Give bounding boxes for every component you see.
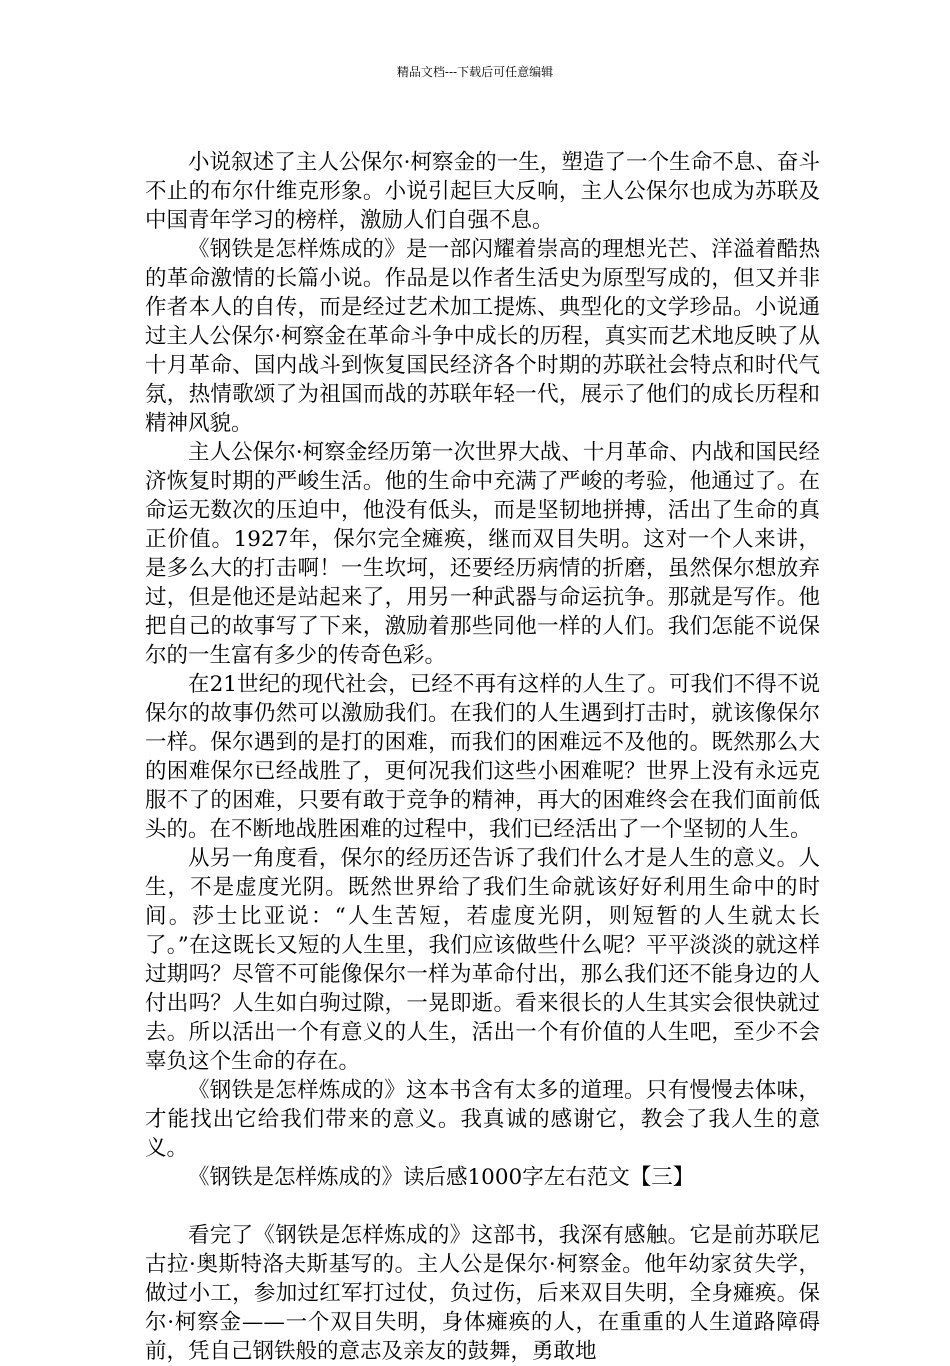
paragraph: 在21世纪的现代社会，已经不再有这样的人生了。可我们不得不说保尔的故事仍然可以激励我们。在我们的人生遇到打击时，就该像保尔一样。保尔遇到的是打的困难，而我们的困难远不及他的。既然那么大的困难保尔已经战胜了，更何况我们这些小困难呢？世界上没有永远克服不了的困难，只要有敢于竞争的精神，再大的困难终会在我们面前低头的。在不断地战胜困难的过程中，我们已经活出了一个坚韧的人生。 xyxy=(145,672,820,842)
paragraph: 《钢铁是怎样炼成的》这本书含有太多的道理。只有慢慢去体味，才能找出它给我们带来的意义。我真诚的感谢它，教会了我人生的意义。 xyxy=(145,1078,820,1161)
blank-line xyxy=(145,1192,820,1221)
paragraph: 看完了《钢铁是怎样炼成的》这部书，我深有感触。它是前苏联尼古拉·奥斯特洛夫斯基写的。主人公是保尔·柯察金。他年幼家贫失学，做过小工，参加过红军打过仗，负过伤，后来双目失明，全身瘫痪。保尔·柯察金——一个双目失明，身体瘫痪的人，在重重的人生道路障碍前，凭自己钢铁般的意志及亲友的鼓舞，勇敢地 xyxy=(145,1223,820,1364)
paragraph: 小说叙述了主人公保尔·柯察金的一生，塑造了一个生命不息、奋斗不止的布尔什维克形象。小说引起巨大反响，主人公保尔也成为苏联及中国青年学习的榜样，激励人们自强不息。 xyxy=(145,150,820,233)
paragraph: 《钢铁是怎样炼成的》是一部闪耀着崇高的理想光芒、洋溢着酷热的革命激情的长篇小说。作品是以作者生活史为原型写成的，但又并非作者本人的自传，而是经过艺术加工提炼、典型化的文学珍品。小说通过主人公保尔·柯察金在革命斗争中成长的历程，真实而艺术地反映了从十月革命、国内战斗到恢复国民经济各个时期的苏联社会特点和时代气氛，热情歌颂了为祖国而战的苏联年轻一代，展示了他们的成长历程和精神风貌。 xyxy=(145,237,820,436)
document-body xyxy=(145,148,820,1366)
paragraph: 主人公保尔·柯察金经历第一次世界大战、十月革命、内战和国民经济恢复时期的严峻生活。他的生命中充满了严峻的考验，他通过了。在命运无数次的压迫中，他没有低头，而是坚韧地拼搏，活出了生命的真正价值。1927年，保尔完全瘫痪，继而双目失明。这对一个人来讲，是多么大的打击啊！一生坎坷，还要经历病情的折磨，虽然保尔想放弃过，但是他还是站起来了，用另一种武器与命运抗争。那就是写作。他把自己的故事写了下来，激励着那些同他一样的人们。我们怎能不说保尔的一生富有多少的传奇色彩。 xyxy=(145,440,820,668)
page-header: 精品文档---下载后可任意编辑 xyxy=(396,65,554,79)
paragraph: 从另一角度看，保尔的经历还告诉了我们什么才是人生的意义。人生，不是虚度光阴。既然世界给了我们生命就该好好利用生命中的时间。莎士比亚说：“人生苦短，若虚度光阴，则短暂的人生就太长了。”在这既长又短的人生里，我们应该做些什么呢？平平淡淡的就这样过期吗？尽管不可能像保尔一样为革命付出，那么我们还不能身边的人付出吗？人生如白驹过隙，一晃即逝。看来很长的人生其实会很快就过去。所以活出一个有意义的人生，活出一个有价值的人生吧，至少不会辜负这个生命的存在。 xyxy=(145,846,820,1074)
section-heading: 《钢铁是怎样炼成的》读后感1000字左右范文【三】 xyxy=(188,1165,695,1190)
